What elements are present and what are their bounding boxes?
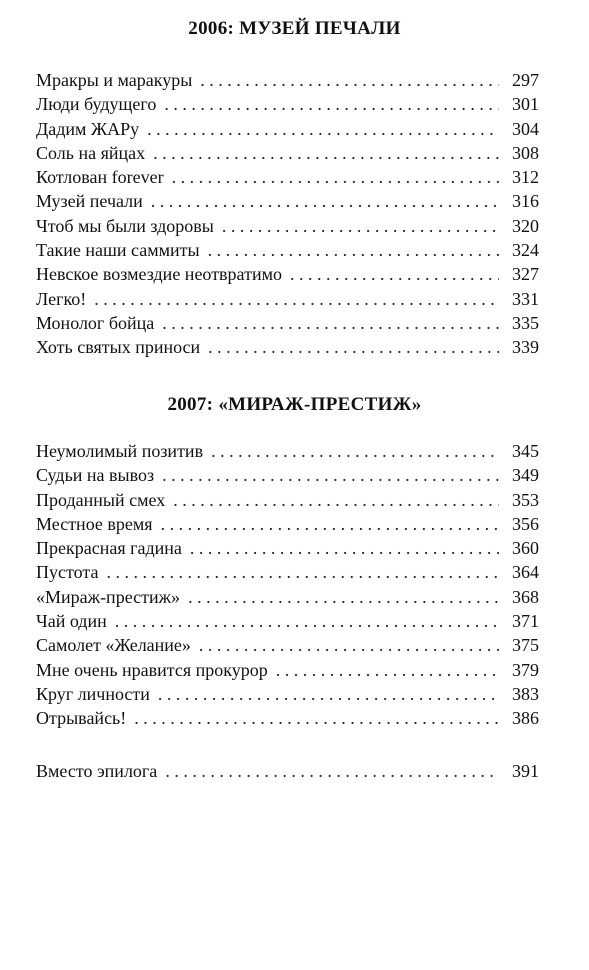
leader-dots [208,335,499,359]
toc-entry-title: Отрывайсь! [36,708,127,729]
toc-entry-title: Музей печали [36,191,143,212]
toc-entry [36,287,539,311]
toc-entry-page: 297 [512,70,539,90]
leader-dots [188,585,499,609]
toc-entry-page: 364 [512,562,539,583]
leader-dots [94,287,499,311]
toc-entry-page: 360 [512,538,539,559]
toc-entry-title: Дадим ЖАРу [36,118,140,139]
toc-entry [36,658,539,682]
toc-entry-page: 320 [512,215,539,236]
toc-entry-page: 349 [512,465,539,486]
toc-entry-title: Такие наши саммиты [36,240,200,261]
toc-entry-title: Вместо эпилога [36,761,158,781]
toc-entry [36,117,539,141]
toc-entry-title: Неумолимый позитив [36,441,204,461]
leader-dots [158,682,499,706]
toc-entry [36,536,539,560]
leader-dots [222,214,499,238]
toc-entry-title: Чай один [36,611,107,632]
toc-entry-page: 386 [512,708,539,729]
section-title-2006: 2006: МУЗЕЙ ПЕЧАЛИ [188,18,401,39]
leader-dots [172,165,499,189]
toc-entry [36,92,539,116]
toc-entry-page: 331 [512,288,539,309]
toc-entry-title: Проданный смех [36,489,166,510]
leader-dots [161,512,499,536]
toc-entry [36,262,539,286]
toc-entry [36,463,539,487]
toc-entry-page: 324 [512,240,539,261]
toc-entry [36,706,539,730]
toc-entry [36,609,539,633]
toc-entry-page: 327 [512,264,539,285]
toc-entry-epilogue [36,759,539,783]
toc-entry-title: Прекрасная гадина [36,538,182,559]
toc-list-2007 [36,439,539,731]
toc-entry [36,335,539,359]
toc-entry [36,189,539,213]
leader-dots [290,262,499,286]
toc-entry-title: Люди будущего [36,94,157,115]
leader-dots [199,633,499,657]
leader-dots [106,560,499,584]
leader-dots [208,238,499,262]
toc-entry [36,512,539,536]
leader-dots [200,68,499,92]
toc-entry-page: 368 [512,586,539,607]
leader-dots [151,189,499,213]
toc-entry-title: Легко! [36,288,87,309]
leader-dots [276,658,499,682]
leader-dots [115,609,499,633]
leader-dots [153,141,499,165]
toc-entry [36,560,539,584]
leader-dots [190,536,499,560]
toc-entry-page: 304 [512,118,539,139]
toc-entry-page: 375 [512,635,539,656]
toc-entry [36,214,539,238]
toc-entry-title: Котлован forever [36,167,164,188]
toc-entry-title: Хоть святых приноси [36,337,201,358]
leader-dots [211,439,499,463]
leader-dots [147,117,499,141]
toc-entry-title: Местное время [36,513,153,534]
leader-dots [162,311,499,335]
leader-dots [173,488,499,512]
toc-entry [36,633,539,657]
toc-entry-title: Невское возмездие неотвратимо [36,264,282,285]
toc-entry-page: 353 [512,489,539,510]
toc-entry [36,165,539,189]
toc-entry-title: Мракры и маракуры [36,70,193,90]
toc-entry-title: Чтоб мы были здоровы [36,215,214,236]
toc-entry-page: 391 [512,761,539,781]
toc-entry-title: Самолет «Желание» [36,635,191,656]
toc-entry [36,488,539,512]
toc-entry-page: 345 [512,441,539,461]
toc-entry-title: Мне очень нравится прокурор [36,659,268,680]
toc-list-2006 [36,68,539,360]
toc-entry-page: 308 [512,142,539,163]
toc-entry [36,141,539,165]
toc-entry-page: 339 [512,337,539,358]
toc-entry-page: 356 [512,513,539,534]
section-title-2007: 2007: «МИРАЖ-ПРЕСТИЖ» [167,394,422,415]
toc-entry [36,439,539,463]
toc-list-epilogue [36,759,539,783]
toc-entry-page: 371 [512,611,539,632]
toc-entry-page: 379 [512,659,539,680]
toc-entry-page: 316 [512,191,539,212]
toc-entry [36,238,539,262]
toc-entry [36,68,539,92]
toc-entry-title: Судьи на вывоз [36,465,155,486]
toc-entry-title: Пустота [36,562,99,583]
toc-entry-title: «Мираж-престиж» [36,586,181,607]
leader-dots [162,463,499,487]
toc-entry-page: 383 [512,683,539,704]
toc-entry [36,311,539,335]
toc-entry-page: 335 [512,312,539,333]
toc-entry-page: 301 [512,94,539,115]
leader-dots [134,706,499,730]
leader-dots [164,92,499,116]
toc-entry [36,682,539,706]
toc-entry-page: 312 [512,167,539,188]
toc-entry-title: Круг личности [36,683,150,704]
toc-entry [36,585,539,609]
leader-dots [165,759,499,783]
toc-entry-title: Монолог бойца [36,312,155,333]
toc-entry-title: Соль на яйцах [36,142,146,163]
